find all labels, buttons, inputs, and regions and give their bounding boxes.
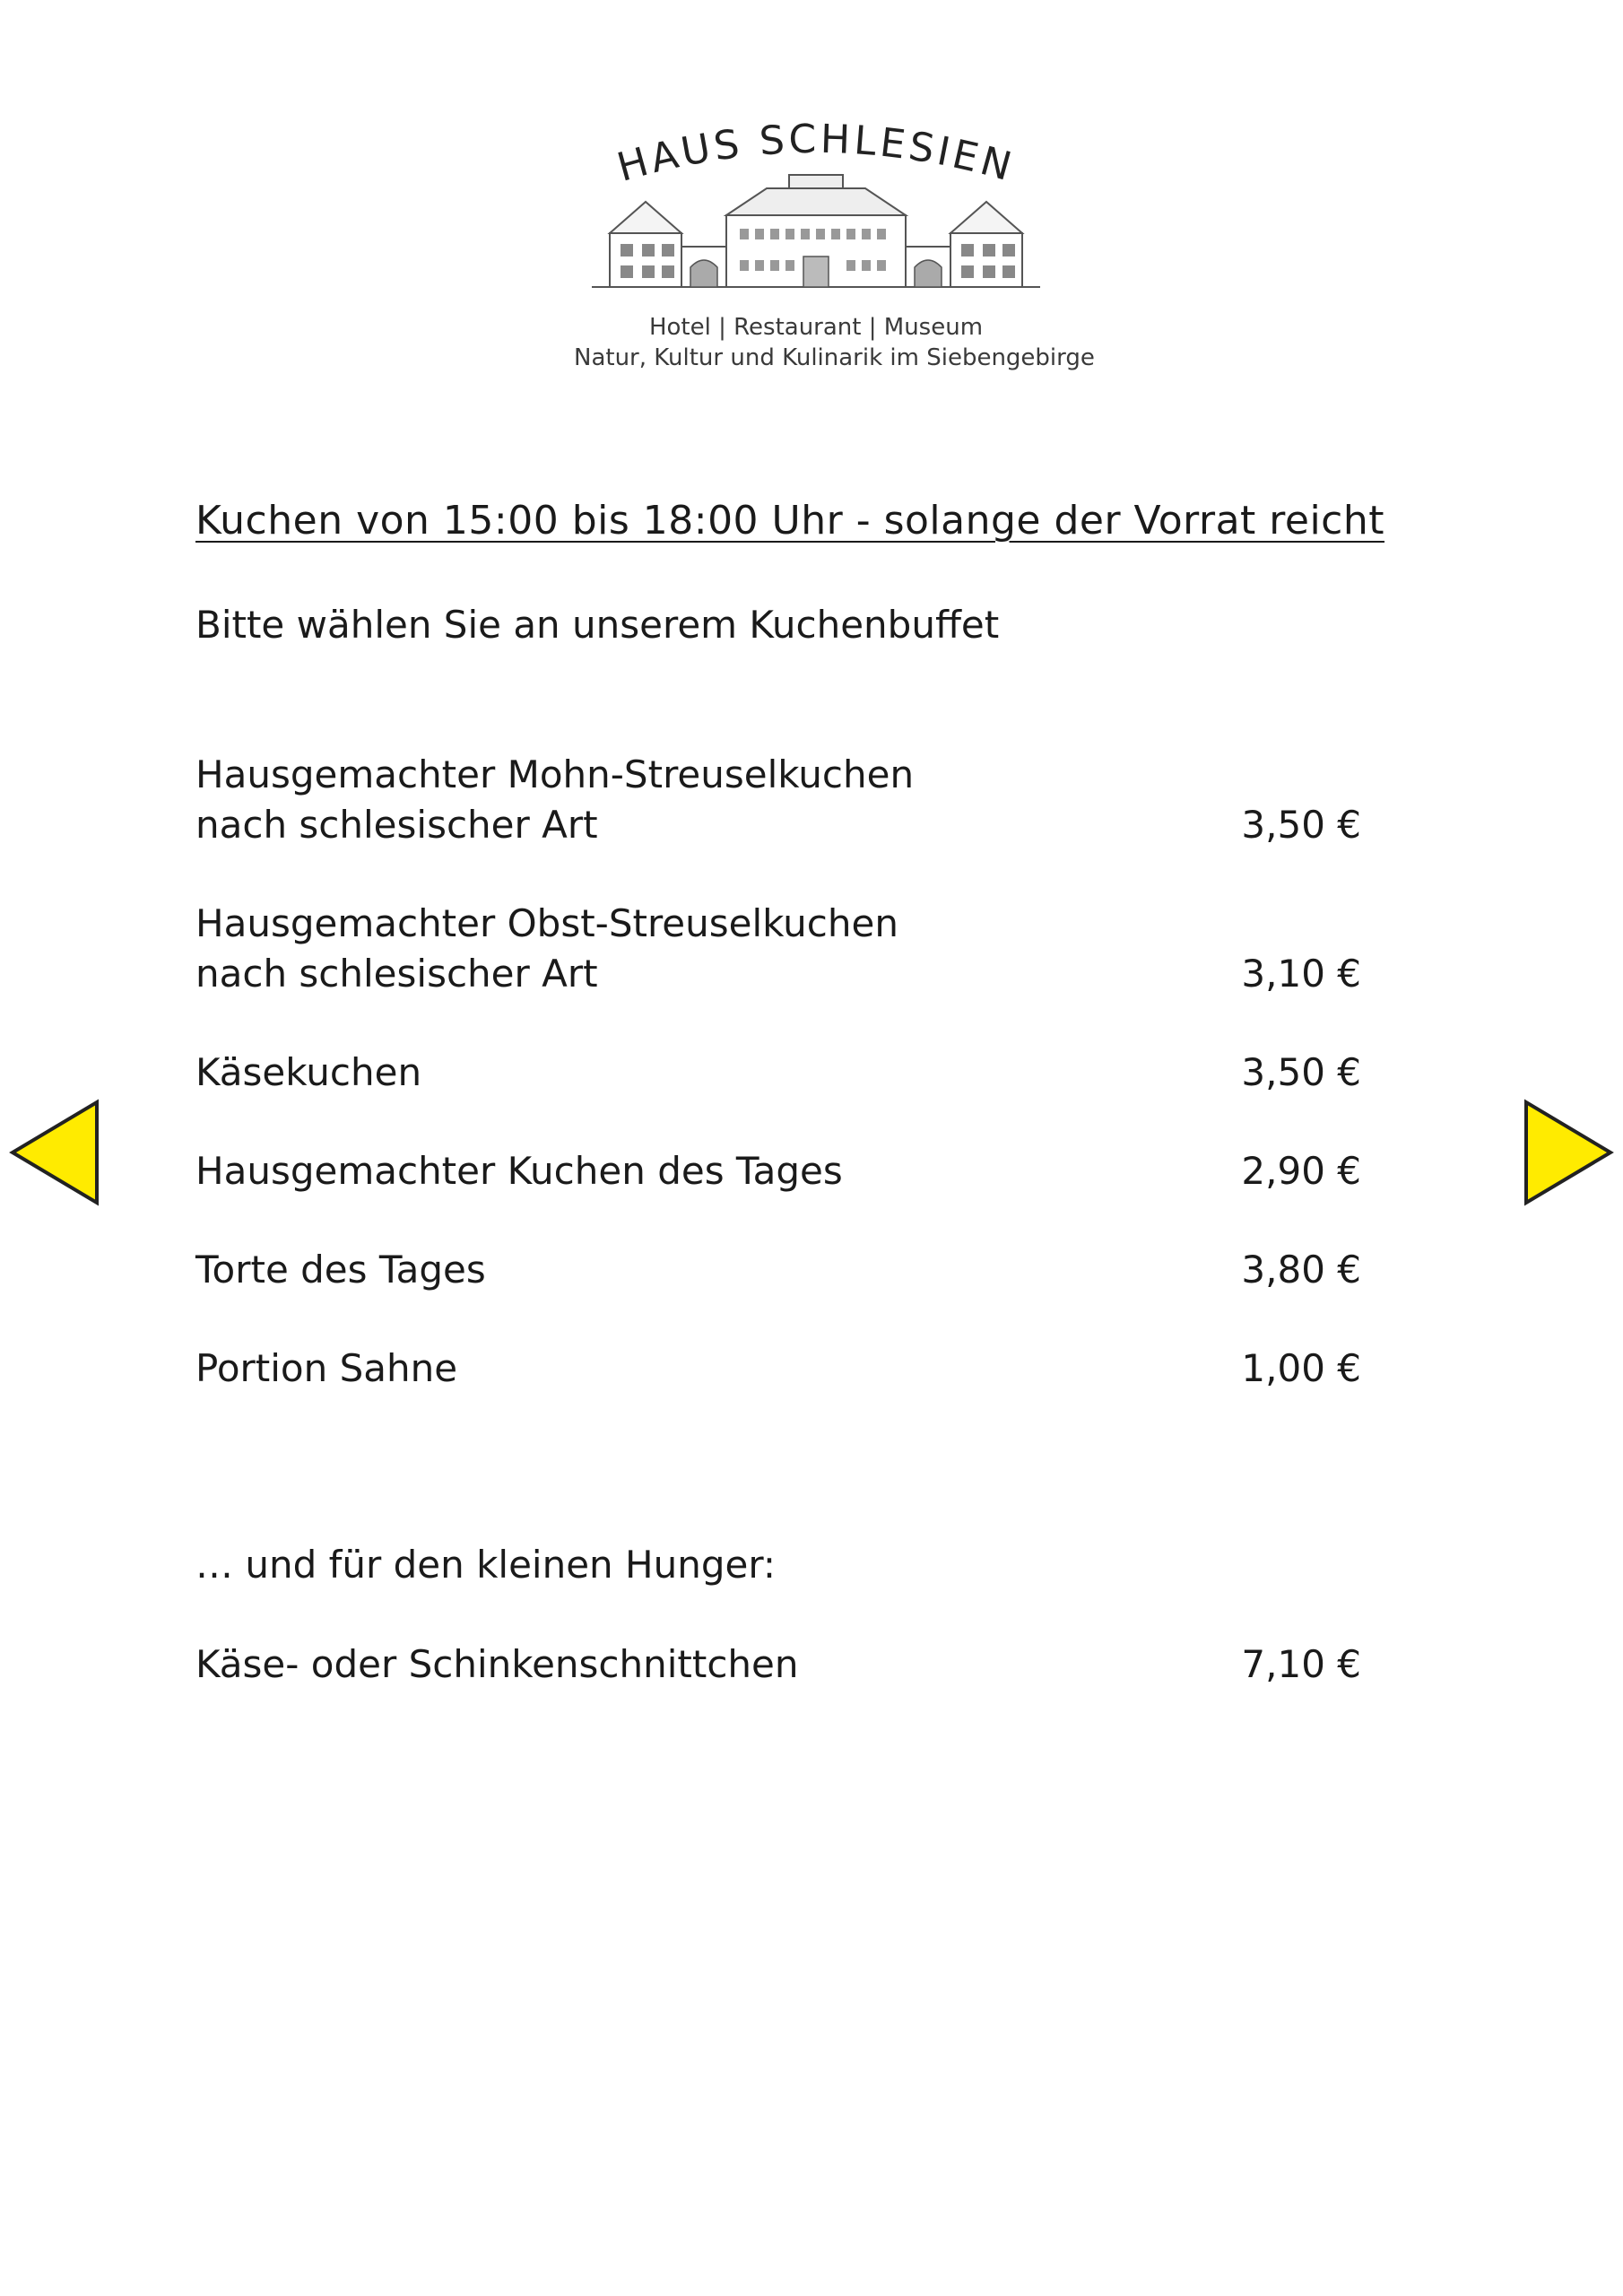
triangle-left-icon	[9, 1099, 99, 1206]
menu-item-price: 3,80 €	[1241, 1248, 1361, 1292]
menu-item	[195, 1344, 1361, 1394]
previous-page-button[interactable]	[9, 1099, 99, 1206]
menu-item-price: 1,00 €	[1241, 1346, 1361, 1390]
menu-item-name-line2: nach schlesischer Art	[195, 952, 598, 996]
menu-subheading: … und für den kleinen Hunger:	[195, 1543, 777, 1587]
menu-item-price: 3,10 €	[1241, 952, 1361, 996]
menu-item-name-line2: nach schlesischer Art	[195, 803, 598, 847]
menu-item-name: Portion Sahne	[195, 1346, 458, 1390]
menu-heading: Kuchen von 15:00 bis 18:00 Uhr - solange der Vorrat reicht	[195, 498, 1385, 544]
menu-item	[195, 1245, 1361, 1295]
logo-name: HAUS SCHLESIEN	[612, 116, 1020, 191]
menu-item-price: 3,50 €	[1241, 1050, 1361, 1094]
menu-item	[195, 1146, 1361, 1196]
logo-tagline-2: Natur, Kultur und Kulinarik im Siebengebirge	[574, 344, 1095, 371]
menu-item-name: Hausgemachter Kuchen des Tages	[195, 1149, 843, 1193]
triangle-right-icon	[1524, 1099, 1614, 1206]
menu-item-price: 2,90 €	[1241, 1149, 1361, 1193]
menu-item-name: Hausgemachter Obst-Streuselkuchen	[195, 901, 898, 945]
logo-tagline-1: Hotel | Restaurant | Museum	[648, 314, 984, 341]
logo	[574, 99, 1095, 386]
menu-item-name: Torte des Tages	[195, 1248, 486, 1292]
menu-intro: Bitte wählen Sie an unserem Kuchenbuffet	[195, 603, 1000, 647]
menu-item-name: Käse- oder Schinkenschnittchen	[195, 1642, 799, 1686]
menu-item-name: Hausgemachter Mohn-Streuselkuchen	[195, 752, 915, 796]
menu-item-price: 7,10 €	[1241, 1642, 1361, 1686]
menu-item	[195, 899, 1361, 999]
haus-schlesien-logo	[574, 99, 1058, 314]
menu-item	[195, 1048, 1361, 1098]
menu-item-name: Käsekuchen	[195, 1050, 422, 1094]
next-page-button[interactable]	[1524, 1099, 1614, 1206]
menu-item	[195, 750, 1361, 850]
menu-item	[195, 1639, 1361, 1690]
menu-item-price: 3,50 €	[1241, 803, 1361, 847]
